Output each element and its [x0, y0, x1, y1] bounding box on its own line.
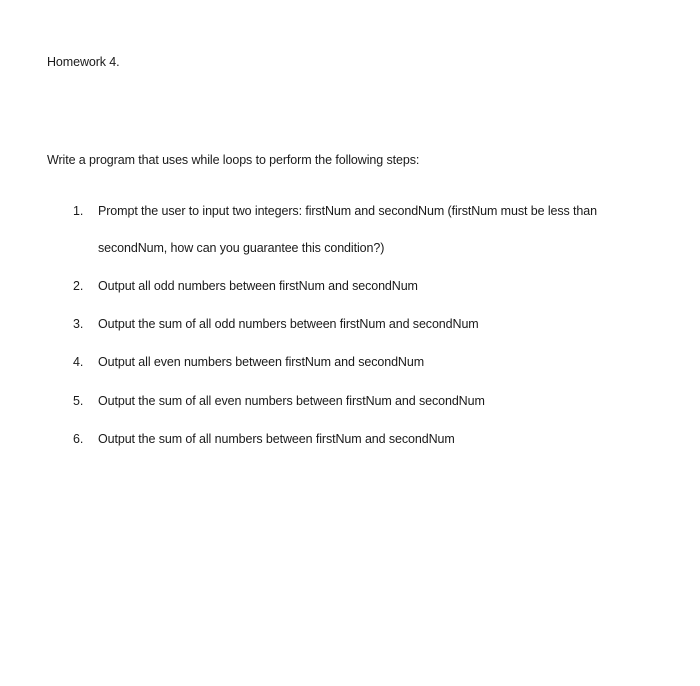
- list-item-number: 5.: [73, 394, 84, 408]
- intro-paragraph: Write a program that uses while loops to perform the following steps:: [47, 153, 420, 167]
- document-title: Homework 4.: [47, 55, 120, 69]
- list-item-text: Output the sum of all numbers between firstNum and secondNum: [98, 432, 455, 446]
- list-item-text: Output all odd numbers between firstNum and secondNum: [98, 279, 418, 293]
- list-item-number: 3.: [73, 317, 84, 331]
- list-item-number: 1.: [73, 204, 84, 218]
- list-item-text: Output the sum of all even numbers between firstNum and secondNum: [98, 394, 485, 408]
- list-item-text: Prompt the user to input two integers: firstNum and secondNum (firstNum must be less than: [98, 204, 597, 218]
- list-item-number: 2.: [73, 279, 84, 293]
- list-item-number: 6.: [73, 432, 84, 446]
- list-item-number: 4.: [73, 355, 84, 369]
- list-item-text: Output the sum of all odd numbers between firstNum and secondNum: [98, 317, 479, 331]
- list-item-continuation: secondNum, how can you guarantee this condition?): [98, 241, 385, 255]
- list-item-text: Output all even numbers between firstNum and secondNum: [98, 355, 425, 369]
